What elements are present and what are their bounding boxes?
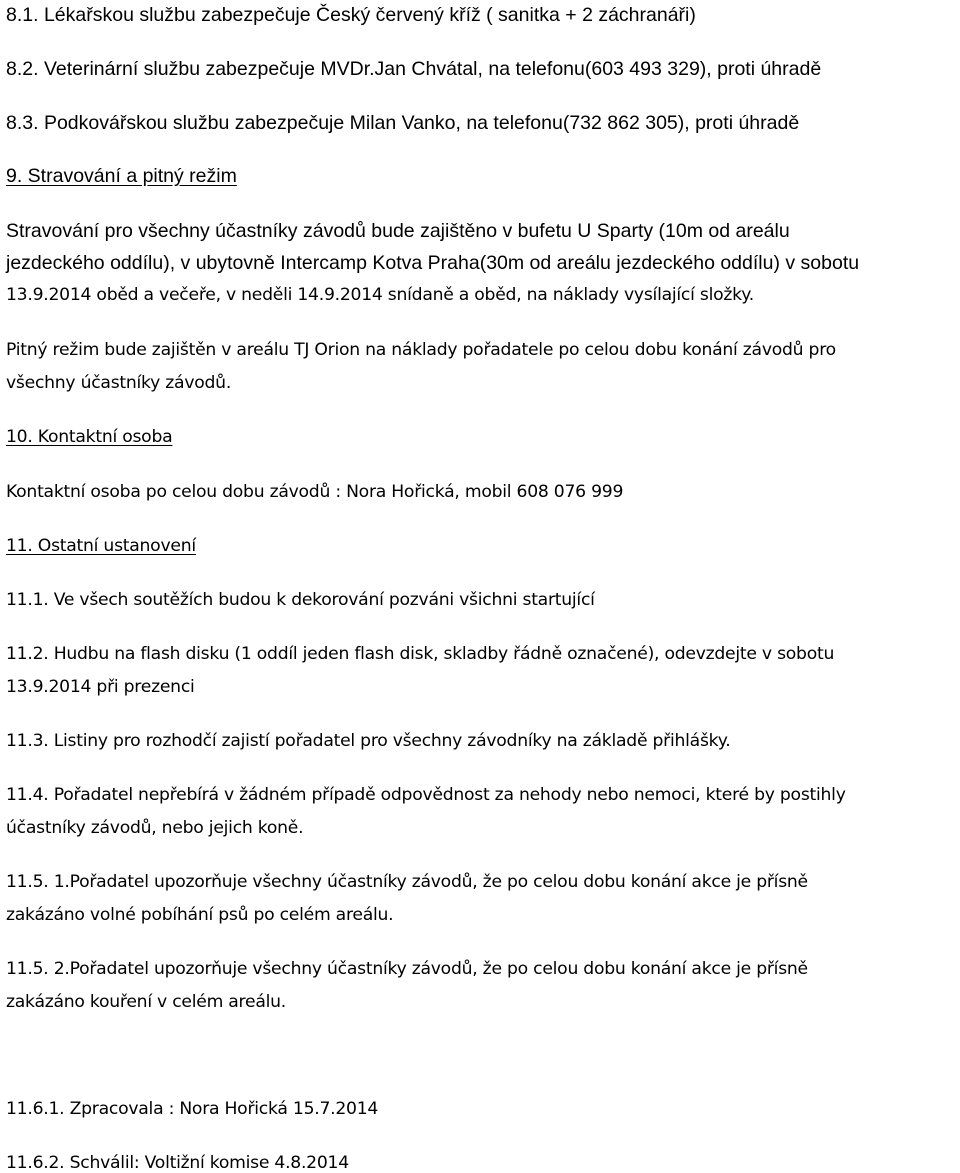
- item-11-6-1-prepared-by: 11.6.1. Zpracovala : Nora Hořická 15.7.2014: [6, 1099, 379, 1119]
- item-11-5-2-line-2: zakázáno kouření v celém areálu.: [6, 992, 286, 1012]
- item-11-1: 11.1. Ve všech soutěžích budou k dekorování pozváni všichni startující: [6, 590, 595, 610]
- item-11-4-line-1: 11.4. Pořadatel nepřebírá v žádném případě odpovědnost za nehody nebo nemoci, které by postihly: [6, 785, 846, 805]
- section-9-paragraph-2-line-1: Pitný režim bude zajištěn v areálu TJ Orion na náklady pořadatele po celou dobu konání závodů pro: [6, 340, 836, 360]
- item-8-1-medical-service: 8.1. Lékařskou službu zabezpečuje Český červený kříž ( sanitka + 2 záchranáři): [6, 4, 696, 26]
- section-9-paragraph-2-line-2: všechny účastníky závodů.: [6, 373, 232, 393]
- section-9-paragraph-1-line-3: 13.9.2014 oběd a večeře, v neděli 14.9.2014 snídaně a oběd, na náklady vysílající složky.: [6, 285, 754, 305]
- item-11-4-line-2: účastníky závodů, nebo jejich koně.: [6, 818, 304, 838]
- item-11-5-2-line-1: 11.5. 2.Pořadatel upozorňuje všechny účastníky závodů, že po celou dobu konání akce je přísně: [6, 959, 808, 979]
- item-11-2-line-1: 11.2. Hudbu na flash disku (1 oddíl jeden flash disk, skladby řádně označené), odevzdejte v sobotu: [6, 644, 835, 664]
- section-10-heading: 10. Kontaktní osoba: [6, 427, 173, 447]
- item-11-5-1-line-1: 11.5. 1.Pořadatel upozorňuje všechny účastníky závodů, že po celou dobu konání akce je přísně: [6, 872, 808, 892]
- item-11-5-1-line-2: zakázáno volné pobíhání psů po celém areálu.: [6, 905, 394, 925]
- item-8-3-farrier-service: 8.3. Podkovářskou službu zabezpečuje Milan Vanko, na telefonu(732 862 305), proti úhradě: [6, 112, 800, 134]
- section-11-heading: 11. Ostatní ustanovení: [6, 536, 196, 556]
- section-10-contact-text: Kontaktní osoba po celou dobu závodů : Nora Hořická, mobil 608 076 999: [6, 482, 624, 502]
- item-8-2-veterinary-service: 8.2. Veterinární službu zabezpečuje MVDr.Jan Chvátal, na telefonu(603 493 329), proti úhradě: [6, 58, 822, 80]
- section-9-paragraph-1-line-2: jezdeckého oddílu), v ubytovně Intercamp Kotva Praha(30m od areálu jezdeckého oddílu) v sobotu: [6, 252, 860, 274]
- section-9-heading: 9. Stravování a pitný režim: [6, 165, 237, 187]
- item-11-2-line-2: 13.9.2014 při prezenci: [6, 677, 195, 697]
- item-11-6-2-approved-by: 11.6.2. Schválil: Voltižní komise 4.8.2014: [6, 1153, 349, 1173]
- section-9-paragraph-1-line-1: Stravování pro všechny účastníky závodů bude zajištěno v bufetu U Sparty (10m od areálu: [6, 220, 790, 242]
- item-11-3: 11.3. Listiny pro rozhodčí zajistí pořadatel pro všechny závodníky na základě přihlášky.: [6, 731, 731, 751]
